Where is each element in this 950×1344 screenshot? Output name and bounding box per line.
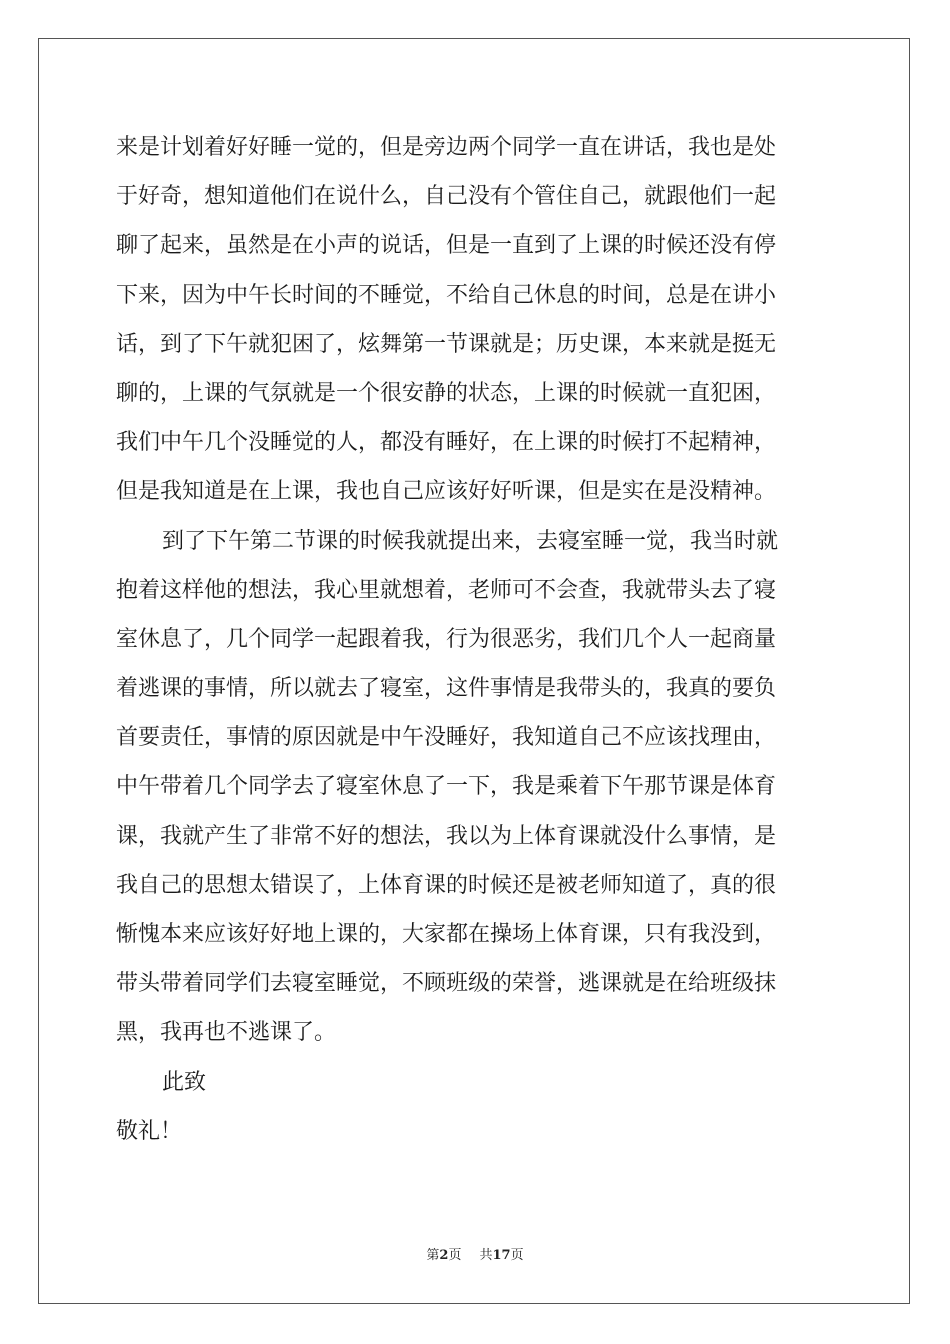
letter-body: [116, 128, 836, 1161]
body-line: 着逃课的事情，所以就去了寝室，这件事情是我带头的，我真的要负: [116, 676, 777, 702]
total-label-suffix: 页: [510, 1248, 524, 1263]
body-line: 抱着这样他的想法，我心里就想着，老师可不会查，我就带头去了寝: [116, 577, 777, 603]
body-line: 我自己的思想太错误了，上体育课的时候还是被老师知道了，真的很: [116, 872, 777, 898]
body-line: 于好奇，想知道他们在说什么，自己没有个管住自己，就跟他们一起: [116, 184, 777, 210]
total-pages: 17: [492, 1248, 511, 1263]
total-label-prefix: 共: [479, 1248, 493, 1263]
page-number: 2: [439, 1248, 449, 1263]
body-line: 来是计划着好好睡一觉的，但是旁边两个同学一直在讲话，我也是处: [116, 135, 777, 160]
body-line: 惭愧本来应该好好地上课的，大家都在操场上体育课，只有我没到，: [116, 922, 777, 947]
paragraph-start-line: 到了下午第二节课的时候我就提出来，去寝室睡一觉，我当时就: [162, 528, 779, 554]
body-line: 首要责任，事情的原因就是中午没睡好，我知道自己不应该找理由，: [116, 725, 777, 751]
body-line: 课，我就产生了非常不好的想法，我以为上体育课就没什么事情，是: [116, 823, 777, 849]
page-label-prefix: 第: [426, 1248, 440, 1263]
page-footer: [0, 1244, 950, 1263]
body-line: 中午带着几个同学去了寝室休息了一下，我是乘着下午那节课是体育: [116, 774, 777, 800]
body-line: 室休息了，几个同学一起跟着我，行为很恶劣，我们几个人一起商量: [116, 626, 777, 652]
body-line: 聊了起来，虽然是在小声的说话，但是一直到了上课的时候还没有停: [116, 233, 777, 259]
body-line: 聊的，上课的气氛就是一个很安静的状态，上课的时候就一直犯困，: [116, 380, 777, 406]
body-line: 黑，我再也不逃课了。: [116, 1020, 337, 1046]
body-line: 下来，因为中午长时间的不睡觉，不给自己休息的时间，总是在讲小: [116, 282, 777, 308]
body-line: 但是我知道是在上课，我也自己应该好好听课，但是实在是没精神。: [116, 479, 777, 505]
body-line: 带头带着同学们去寝室睡觉，不顾班级的荣誉，逃课就是在给班级抹: [116, 971, 777, 997]
body-line: 我们中午几个没睡觉的人，都没有睡好，在上课的时候打不起精神，: [116, 430, 777, 456]
closing-salutation: 此致: [162, 1069, 207, 1095]
page-label-suffix: 页: [448, 1248, 462, 1263]
closing-regards: 敬礼！: [116, 1118, 183, 1144]
body-line: 话，到了下午就犯困了，炫舞第一节课就是；历史课，本来就是挺无: [116, 331, 777, 357]
